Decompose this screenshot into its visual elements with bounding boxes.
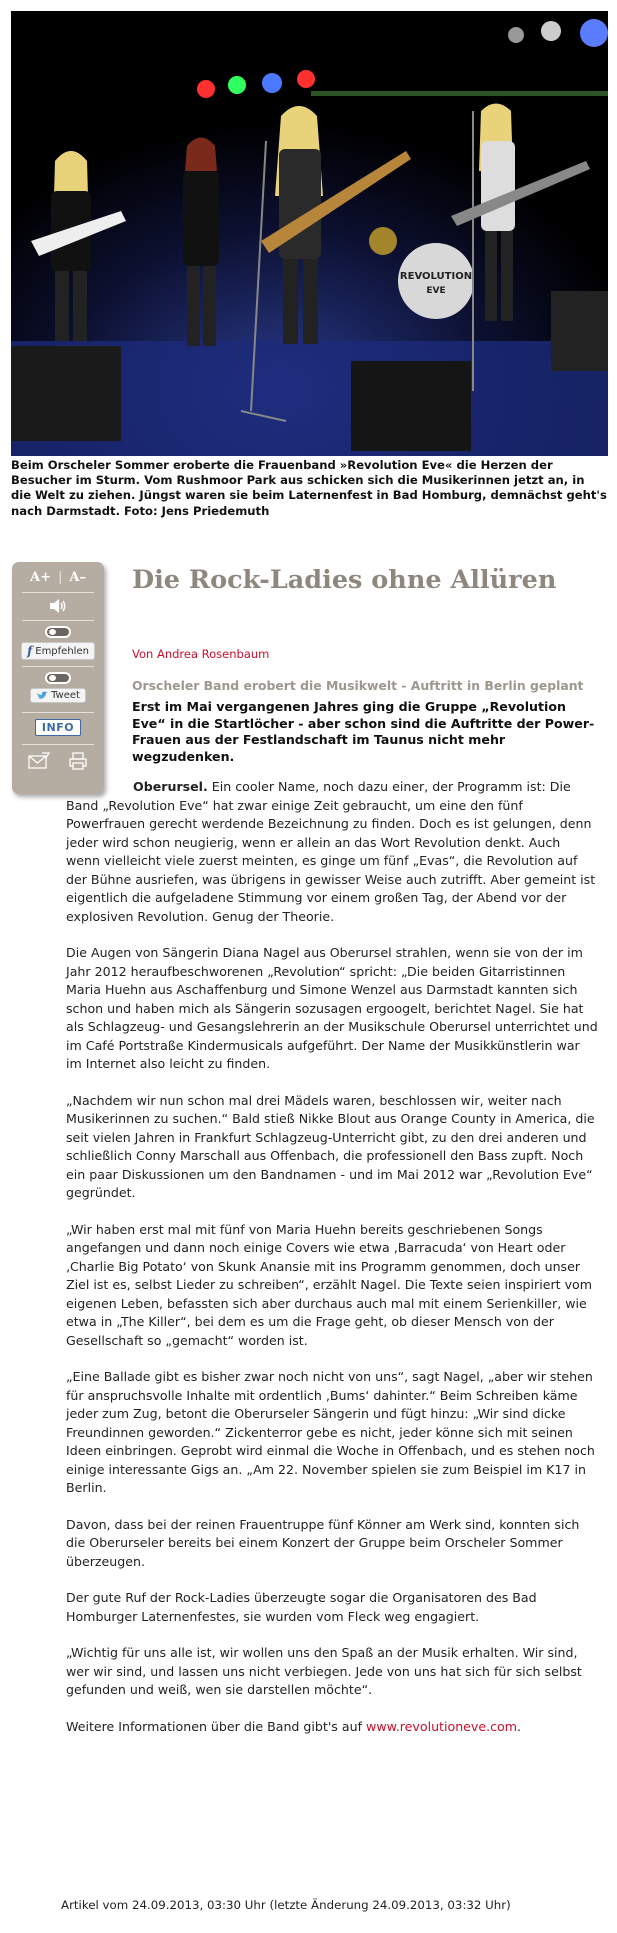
- font-decrease-button[interactable]: A–: [69, 570, 86, 585]
- info-row: [22, 719, 94, 736]
- article-paragraph: Davon, dass bei der reinen Frauentruppe fünf Könner am Werk sind, konnten sich die Oberurseler bereits bei einem Konzert der Gruppe beim Orscheler Sommer überzeugen.: [66, 1516, 580, 1569]
- band-website-link[interactable]: www.revolutioneve.com: [366, 1718, 518, 1734]
- article-lead: Erst im Mai vergangenen Jahres ging die Gruppe „Revolution Eve“ in die Startlöcher - aber schon sind die Auftritte der Power-Frauen aus der Festlandschaft im Taunus nicht mehr wegzudenken.: [132, 699, 595, 764]
- print-icon[interactable]: [68, 752, 88, 770]
- toolbox-divider: [22, 712, 94, 713]
- article-body: [66, 778, 598, 1754]
- facebook-recommend-button[interactable]: [21, 642, 95, 660]
- article-paragraph: „Wichtig für uns alle ist, wir wollen uns den Spaß an der Musik erhalten. Wir sind, wer wir sind, und lassen uns nicht verbiegen. Jede von uns hat sich für sich selbst gefunden und weiß, wen sie darstellen möchte“.: [66, 1645, 582, 1697]
- toggle-switch-icon: [45, 626, 71, 638]
- drum-logo-text: REVOLUTION: [399, 271, 473, 282]
- article-paragraph: [66, 778, 598, 926]
- speaker-button[interactable]: [22, 598, 94, 614]
- article-headline: Die Rock-Ladies ohne Allüren: [132, 565, 557, 595]
- article-timestamp: Artikel vom 24.09.2013, 03:30 Uhr (letzte Änderung 24.09.2013, 03:32 Uhr): [61, 1898, 511, 1912]
- article-paragraph: „Eine Ballade gibt es bisher zwar noch nicht von uns“, sagt Nagel, „aber wir stehen für anspruchsvolle Inhalte mit ordentlich ‚Bums‘ dahinter.“ Beim Schreiben käme jeder zum Zug, betont die Oberurseler Sängerin und fügt hinzu: „Wir sind dicke Freundinnen geworden.“ Zickenterror gebe es nicht, jeder könne sich mit seinen Ideen einbringen. Geprobt wird einmal die Woche in Offenbach, und es stehen noch einige interessante Gigs an. „Am 22. November spielen sie zum Beispiel im K17 in Berlin.: [66, 1369, 595, 1495]
- toolbox-divider: [22, 666, 94, 667]
- toggle-switch-icon: [45, 672, 71, 684]
- photo-caption: Beim Orscheler Sommer eroberte die Frauenband »Revolution Eve« die Herzen der Besucher im Sturm. Vom Rushmoor Park aus schicken sich die Musikerinnen jetzt an, in die Welt zu ziehen. Jüngst waren sie beim Laternenfest in Bad Homburg, demnächst geht's nach Darmstadt. Foto: Jens Priedemuth: [11, 458, 607, 518]
- article-paragraph: „Nachdem wir nun schon mal drei Mädels waren, beschlossen wir, weiter nach Musikerinnen zu suchen.“ Bald stieß Nikke Blout aus Orange County in America, die seit vielen Jahren in Frankfurt Schlagzeug-Unterricht gibt, zu den drei anderen und schließlich Conny Marschall aus Offenbach, die professionell den Bass zupft. Noch ein paar Diskussionen um den Bandnamen - und im Mai 2012 war „Revolution Eve“ gegründet.: [66, 1092, 595, 1200]
- paragraph-text: Ein cooler Name, noch dazu einer, der Programm ist: Die Band „Revolution Eve“ hat zwar einige Zeit gebraucht, um eine den fünf Powerfrauen gerecht werdende Bezeichnung zu finden. Doch es ist gelungen, denn jeder wird schon neugierig, wenn er allein an das Wort Revolution denkt. Auch wenn vielleicht viele zuerst meinten, es ginge um fünf „Evas“, die Revolution auf der Bühne ausriefen, was übrigens in gewisser Weise auch zutrifft. Aber gemeint ist eigentlich die aufgeladene Stimmung vor einem großen Tag, der Abend vor der explosiven Revolution. Genug der Theorie.: [66, 779, 596, 924]
- twitter-tweet-label: Tweet: [51, 690, 80, 701]
- paragraph-text: .: [517, 1718, 522, 1734]
- article-photo: [11, 11, 608, 456]
- article-paragraph: Der gute Ruf der Rock-Ladies überzeugte sogar die Organisatoren des Bad Homburger Laternenfestes, sie wurden vom Fleck weg engagiert.: [66, 1590, 537, 1624]
- font-increase-button[interactable]: A+: [30, 570, 51, 585]
- email-icon[interactable]: [28, 752, 50, 770]
- article-author: Von Andrea Rosenbaum: [132, 647, 270, 661]
- article-paragraph: [66, 1718, 598, 1737]
- facebook-icon: f: [27, 644, 33, 658]
- article-subheadline: Orscheler Band erobert die Musikwelt - Auftritt in Berlin geplant: [132, 678, 584, 693]
- twitter-row: [22, 688, 94, 703]
- article-dateline: Oberursel.: [133, 779, 208, 794]
- share-row: [22, 752, 94, 770]
- article-paragraph: „Wir haben erst mal mit fünf von Maria Huehn bereits geschriebenen Songs angefangen und dann noch einige Covers wie etwa ‚Barracuda‘ von Heart oder ‚Charlie Big Potato‘ von Skunk Anansie mit ins Programm genommen, doch unser Ziel ist es, selbst Lieder zu schreiben“, erzählt Nagel. Die Texte seien inspiriert vom eigenen Leben, befassten sich aber durchaus auch mal mit einem Serienkiller, wie etwa in „The Killer“, bei dem es um die Frage geht, ob dieser Mensch von der Gesellschaft so „gemacht“ worden ist.: [66, 1221, 593, 1348]
- paragraph-text: Weitere Informationen über die Band gibt's auf: [66, 1718, 367, 1734]
- facebook-recommend-label: Empfehlen: [35, 645, 89, 657]
- facebook-row: [22, 642, 94, 660]
- twitter-tweet-button[interactable]: [30, 688, 86, 703]
- concert-photo: [11, 11, 608, 456]
- article-toolbox: [12, 562, 104, 794]
- toolbox-divider: [22, 744, 94, 745]
- info-button[interactable]: INFO: [35, 719, 81, 736]
- article-paragraph: Die Augen von Sängerin Diana Nagel aus Oberursel strahlen, wenn sie von der im Jahr 2012 heraufbeschworenen „Revolution“ spricht: „Die beiden Gitarristinnen Maria Huehn aus Aschaffenburg und Simone Wenzel aus Darmstadt kannten sich schon und haben mich als Sängerin sozusagen ergoogelt, berichtet Nagel. Sie hat als Schlagzeug- und Gesangslehrerin an der Musikschule Oberursel unterrichtet und im Café Portstraße Kindermusicals aufgeführt. Der Name der Musikkünstlerin war im Internet also leicht zu finden.: [66, 945, 598, 1071]
- toolbox-divider: [22, 592, 94, 593]
- twitter-toggle[interactable]: [22, 672, 94, 684]
- speaker-icon: [48, 598, 68, 614]
- drum-logo-text-2: EVE: [426, 286, 446, 296]
- facebook-toggle[interactable]: [22, 626, 94, 638]
- twitter-bird-icon: [36, 691, 48, 701]
- font-size-controls: [22, 570, 94, 585]
- font-size-separator: |: [58, 570, 63, 585]
- toolbox-divider: [22, 620, 94, 621]
